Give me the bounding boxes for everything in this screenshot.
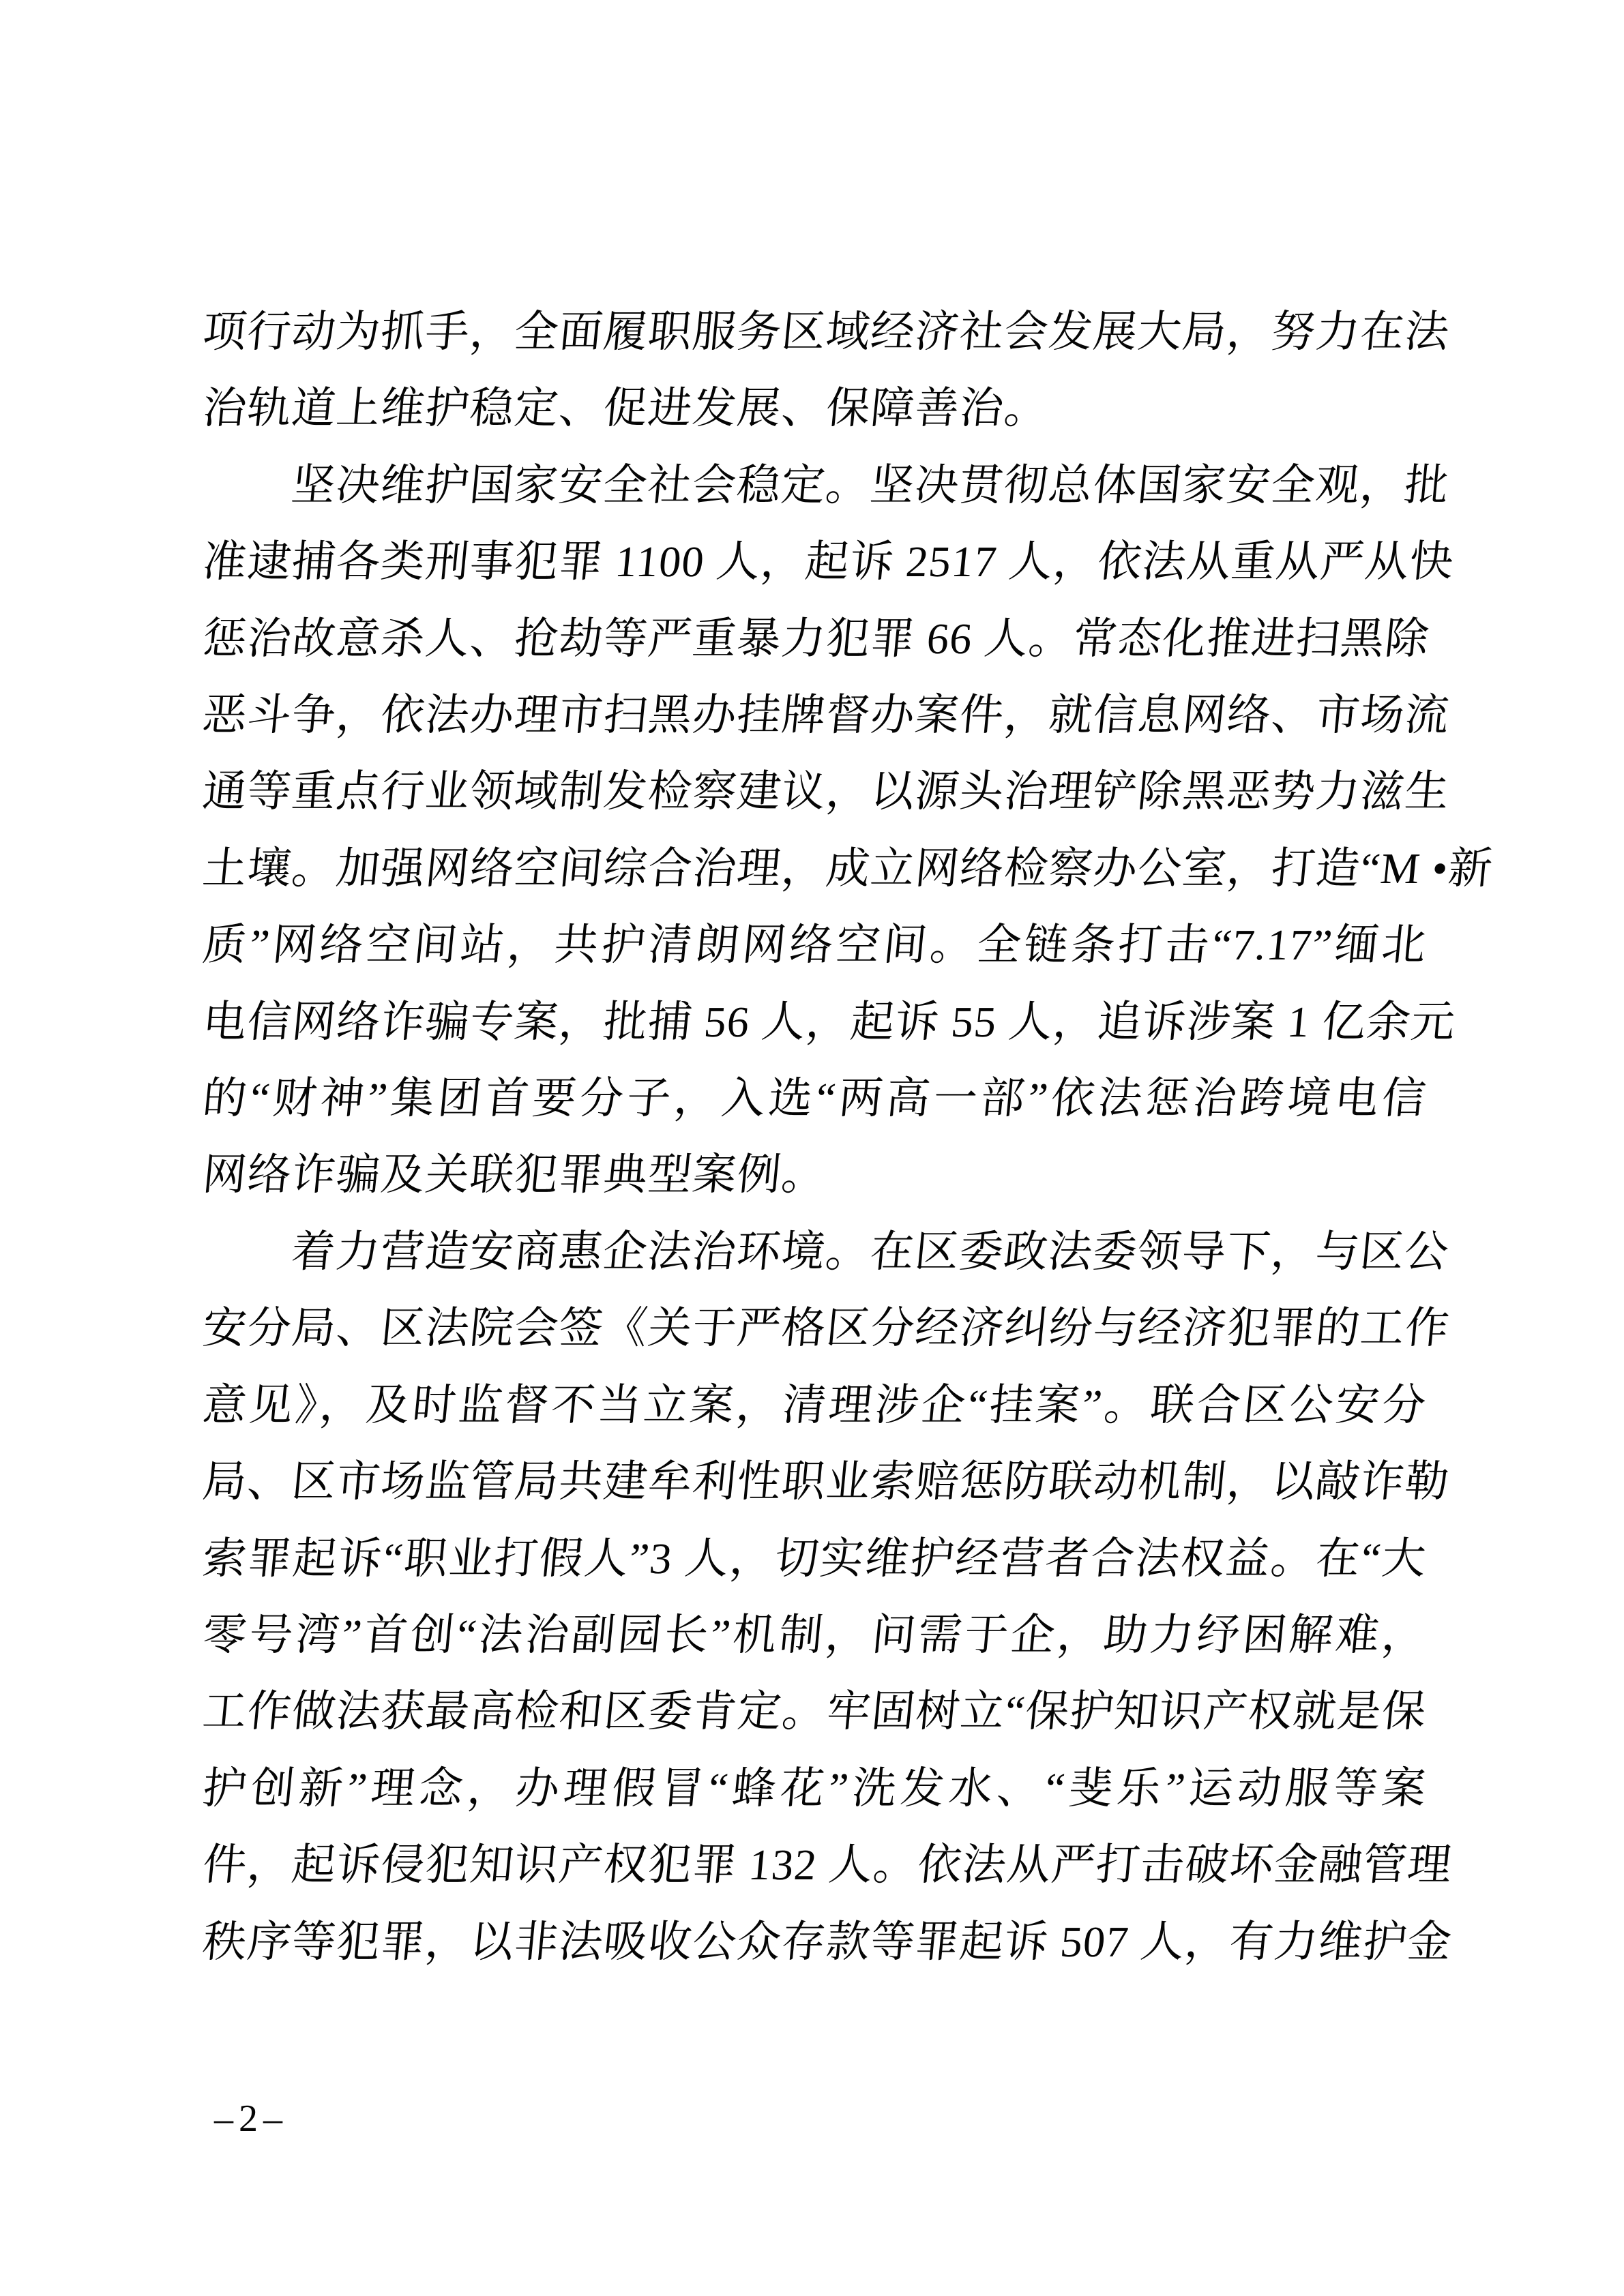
text-line: 通等重点行业领域制发检察建议，以源头治理铲除黑恶势力滋生 bbox=[201, 767, 1452, 816]
text-line: 意见》，及时监督不当立案，清理涉企“挂案”。联合区公安分 bbox=[201, 1380, 1429, 1429]
text-line: 恶斗争，依法办理市扫黑办挂牌督办案件，就信息网络、市场流 bbox=[201, 691, 1452, 740]
text-line: 索罪起诉“职业打假人”3 人，切实维护经营者合法权益。在“大 bbox=[201, 1534, 1429, 1583]
text-line: 着力营造安商惠企法治环境。在区委政法委领导下，与区公 bbox=[289, 1227, 1452, 1276]
text-line: 电信网络诈骗专案，批捕 56 人，起诉 55 人，追诉涉案 1 亿余元 bbox=[201, 997, 1458, 1046]
text-line: 安分局、区法院会签《关于严格区分经济纠纷与经济犯罪的工作 bbox=[201, 1304, 1452, 1353]
text-line: 质”网络空间站，共护清朗网络空间。全链条打击“7.17”缅北 bbox=[201, 921, 1429, 970]
text-line: 零号湾”首创“法治副园长”机制，问需于企，助力纾困解难， bbox=[201, 1610, 1429, 1659]
text-line: 局、区市场监管局共建牟利性职业索赔惩防联动机制，以敲诈勒 bbox=[201, 1457, 1452, 1506]
text-line: 治轨道上维护稳定、促进发展、保障善治。 bbox=[201, 384, 1052, 433]
text-line: 工作做法获最高检和区委肯定。牢固树立“保护知识产权就是保 bbox=[201, 1687, 1429, 1736]
text-line: 准逮捕各类刑事犯罪 1100 人，起诉 2517 人，依法从重从严从快 bbox=[201, 537, 1457, 586]
text-line: 惩治故意杀人、抢劫等严重暴力犯罪 66 人。常态化推进扫黑除 bbox=[201, 614, 1432, 663]
text-line: 网络诈骗及关联犯罪典型案例。 bbox=[201, 1150, 829, 1199]
text-line: 土壤。加强网络空间综合治理，成立网络检察办公室，打造“M •新 bbox=[201, 844, 1496, 893]
text-line: 的“财神”集团首要分子，入选“两高一部”依法惩治跨境电信 bbox=[201, 1074, 1429, 1123]
page-number: –2– bbox=[214, 2098, 288, 2140]
text-line: 秩序等犯罪，以非法吸收公众存款等罪起诉 507 人，有力维护金 bbox=[201, 1917, 1455, 1966]
text-line: 护创新”理念，办理假冒“蜂花”洗发水、“斐乐”运动服等案 bbox=[201, 1763, 1429, 1813]
text-line: 项行动为抓手，全面履职服务区域经济社会发展大局，努力在法 bbox=[201, 308, 1452, 356]
text-line: 坚决维护国家安全社会稳定。坚决贯彻总体国家安全观，批 bbox=[289, 460, 1452, 509]
document-body bbox=[199, 294, 1496, 1980]
text-line: 件，起诉侵犯知识产权犯罪 132 人。依法从严打击破坏金融管理 bbox=[201, 1840, 1455, 1890]
